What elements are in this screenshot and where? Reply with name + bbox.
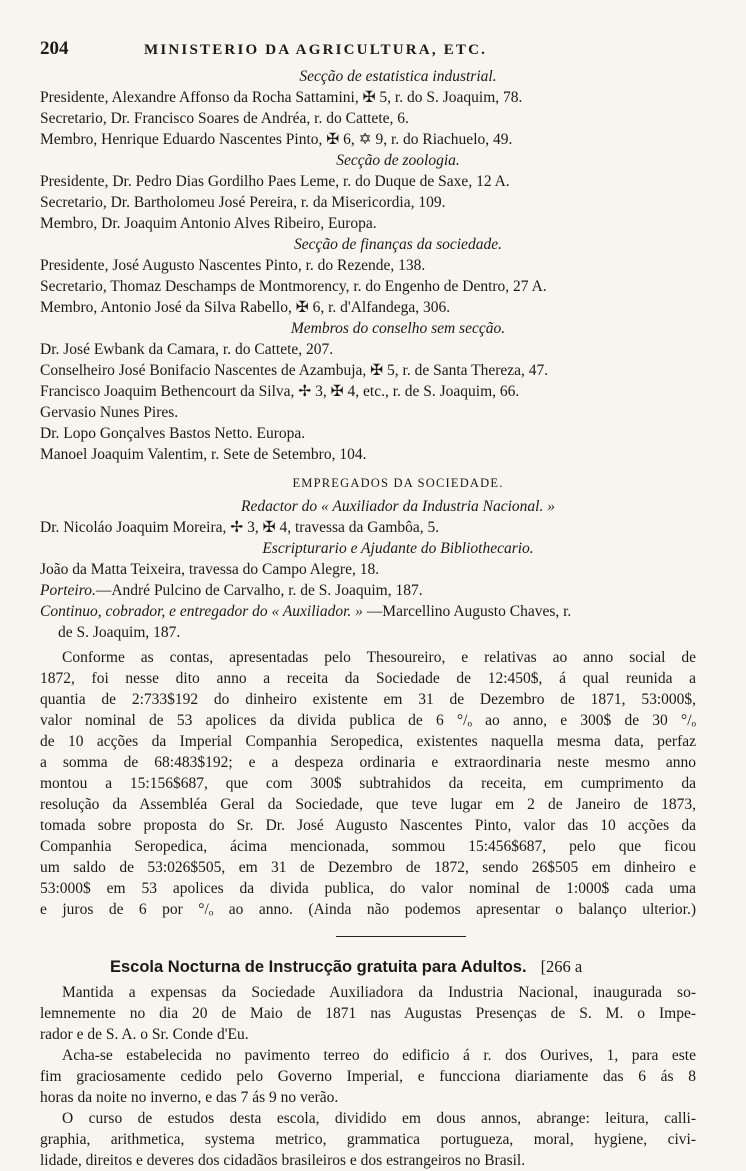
accounts-paragraph bbox=[40, 647, 696, 920]
clerk-line: João da Matta Teixeira, travessa do Campo Alegre, 18. bbox=[40, 561, 380, 578]
page-header bbox=[40, 38, 696, 64]
accounts-line: quantia de 2:733$192 do dinheiro existente em 31 de Dezembro de 1871, 53:000$, bbox=[40, 691, 696, 708]
collector-text: —Marcellino Augusto Chaves, r. bbox=[366, 603, 572, 620]
member-line: Secretario, Thomaz Deschamps de Montmorency, r. do Engenho de Dentro, 27 A. bbox=[40, 278, 547, 295]
section-heading-finances: Secção de finanças da sociedade. bbox=[294, 236, 502, 253]
accounts-line: e juros de 6 por °/ₒ ao anno. (Ainda não podemos apresentar o balanço ulterior.) bbox=[40, 901, 696, 918]
school-line: lemnemente no dia 20 de Maio de 1871 nas Augustas Presenças de S. M. o Impe- bbox=[40, 1005, 696, 1022]
accounts-line: de 10 acções da Imperial Companhia Seropedica, existentes naquella mesma data, perfaz bbox=[40, 733, 696, 750]
accounts-line: valor nominal de 53 apolices da divida publica de 6 °/ₒ ao anno, e 300$ de 30 °/ₒ bbox=[40, 712, 696, 729]
separator-rule bbox=[336, 936, 466, 937]
accounts-line: Conforme as contas, apresentadas pelo Thesoureiro, e relativas ao anno social de bbox=[62, 649, 696, 666]
accounts-line: 53:000$ em 53 apolices da divida publica, do valor nominal de 1:000$ cada uma bbox=[40, 880, 696, 897]
member-line: Dr. José Ewbank da Camara, r. do Cattete, 207. bbox=[40, 341, 334, 358]
member-line: Dr. Lopo Gonçalves Bastos Netto. Europa. bbox=[40, 425, 306, 442]
accounts-line: a somma de 68:483$192; e a despeza ordinaria e extraordinaria neste mesmo anno bbox=[40, 754, 696, 771]
school-line: horas da noite no inverno, e das 7 ás 9 no verão. bbox=[40, 1089, 339, 1106]
accounts-line: Companhia Seropedica, ácima mencionada, sommou 15:456$687, pelo que ficou bbox=[40, 838, 696, 855]
collector-line bbox=[40, 601, 696, 622]
member-line: Membro, Henrique Eduardo Nascentes Pinto, ✠ 6, ✡ 9, r. do Riachuelo, 49. bbox=[40, 131, 513, 148]
clerk-heading: Escripturario e Ajudante do Bibliothecario. bbox=[262, 540, 534, 557]
section-heading-statistics: Secção de estatistica industrial. bbox=[299, 68, 497, 85]
running-title: MINISTERIO DA AGRICULTURA, ETC. bbox=[144, 42, 488, 58]
accounts-line: um saldo de 53:026$505, em 31 de Dezembro de 1872, sendo 26$505 em dinheiro e bbox=[40, 859, 696, 876]
redactor-line: Dr. Nicoláo Joaquim Moreira, ✢ 3, ✠ 4, travessa da Gambôa, 5. bbox=[40, 519, 440, 536]
redactor-heading: Redactor do « Auxiliador da Industria Nacional. » bbox=[240, 498, 555, 515]
section-heading-council: Membros do conselho sem secção. bbox=[290, 320, 506, 337]
member-line: Francisco Joaquim Bethencourt da Silva, ✢ 3, ✠ 4, etc., r. de S. Joaquim, 66. bbox=[40, 383, 520, 400]
page-number: 204 bbox=[40, 38, 69, 59]
accounts-line: tomada sobre proposta do Sr. Dr. José Augusto Nascentes Pinto, valor das 10 acções da bbox=[40, 817, 696, 834]
school-line: lidade, direitos e deveres dos cidadãos brasileiros e dos estrangeiros no Brasil. bbox=[40, 1152, 526, 1169]
member-line: Gervasio Nunes Pires. bbox=[40, 404, 179, 421]
school-line: O curso de estudos desta escola, dividido em dous annos, abrange: leitura, calli- bbox=[62, 1110, 696, 1127]
member-line: Presidente, Alexandre Affonso da Rocha Sattamini, ✠ 5, r. do S. Joaquim, 78. bbox=[40, 89, 523, 106]
member-line: Manoel Joaquim Valentim, r. Sete de Setembro, 104. bbox=[40, 446, 367, 463]
school-line: graphia, arithmetica, systema metrico, grammatica portugueza, moral, hygiene, civi- bbox=[40, 1131, 696, 1148]
porter-label: Porteiro. bbox=[40, 582, 96, 599]
member-line: Membro, Dr. Joaquim Antonio Alves Ribeiro, Europa. bbox=[40, 215, 377, 232]
member-line: Presidente, José Augusto Nascentes Pinto, r. do Rezende, 138. bbox=[40, 257, 426, 274]
school-title-text: Escola Nocturna de Instrucção gratuita para Adultos. bbox=[110, 958, 527, 976]
school-ref: [266 a bbox=[540, 957, 583, 976]
member-line: Secretario, Dr. Francisco Soares de Andréa, r. do Cattete, 6. bbox=[40, 110, 409, 127]
school-line: rador e de S. A. o Sr. Conde d'Eu. bbox=[40, 1026, 249, 1043]
school-line: fim graciosamente cedido pelo Governo Imperial, e funcciona diariamente das 6 ás 8 bbox=[40, 1068, 696, 1085]
separator bbox=[40, 926, 696, 946]
member-line: Conselheiro José Bonifacio Nascentes de Azambuja, ✠ 5, r. de Santa Thereza, 47. bbox=[40, 362, 549, 379]
accounts-line: resolução da Assembléa Geral da Sociedade, que teve lugar em 2 de Janeiro de 1873, bbox=[40, 796, 696, 813]
member-line: Presidente, Dr. Pedro Dias Gordilho Paes Leme, r. do Duque de Saxe, 12 A. bbox=[40, 173, 510, 190]
school-line: Acha-se estabelecida no pavimento terreo do edificio á r. dos Ourives, 1, para este bbox=[62, 1047, 696, 1064]
member-line: Membro, Antonio José da Silva Rabello, ✠ 6, r. d'Alfandega, 306. bbox=[40, 299, 451, 316]
member-line: Secretario, Dr. Bartholomeu José Pereira, r. da Misericordia, 109. bbox=[40, 194, 446, 211]
accounts-line: 1872, foi nesse dito anno a receita da Sociedade de 12:450$, á qual reunida a bbox=[40, 670, 696, 687]
section-heading-zoology: Secção de zoologia. bbox=[336, 152, 460, 169]
school-line: Mantida a expensas da Sociedade Auxiliadora da Industria Nacional, inaugurada so- bbox=[62, 984, 696, 1001]
collector-line-cont: de S. Joaquim, 187. bbox=[58, 624, 181, 641]
porter-text: —André Pulcino de Carvalho, r. de S. Joaquim, 187. bbox=[95, 582, 423, 599]
porter-line bbox=[40, 580, 696, 601]
collector-label: Continuo, cobrador, e entregador do « Auxiliador. » bbox=[40, 603, 363, 620]
accounts-line: montou a 15:156$687, que com 300$ subtrahidos da receita, em cumprimento da bbox=[40, 775, 696, 792]
school-title bbox=[110, 956, 696, 978]
employees-heading: EMPREGADOS DA SOCIEDADE. bbox=[292, 476, 504, 490]
